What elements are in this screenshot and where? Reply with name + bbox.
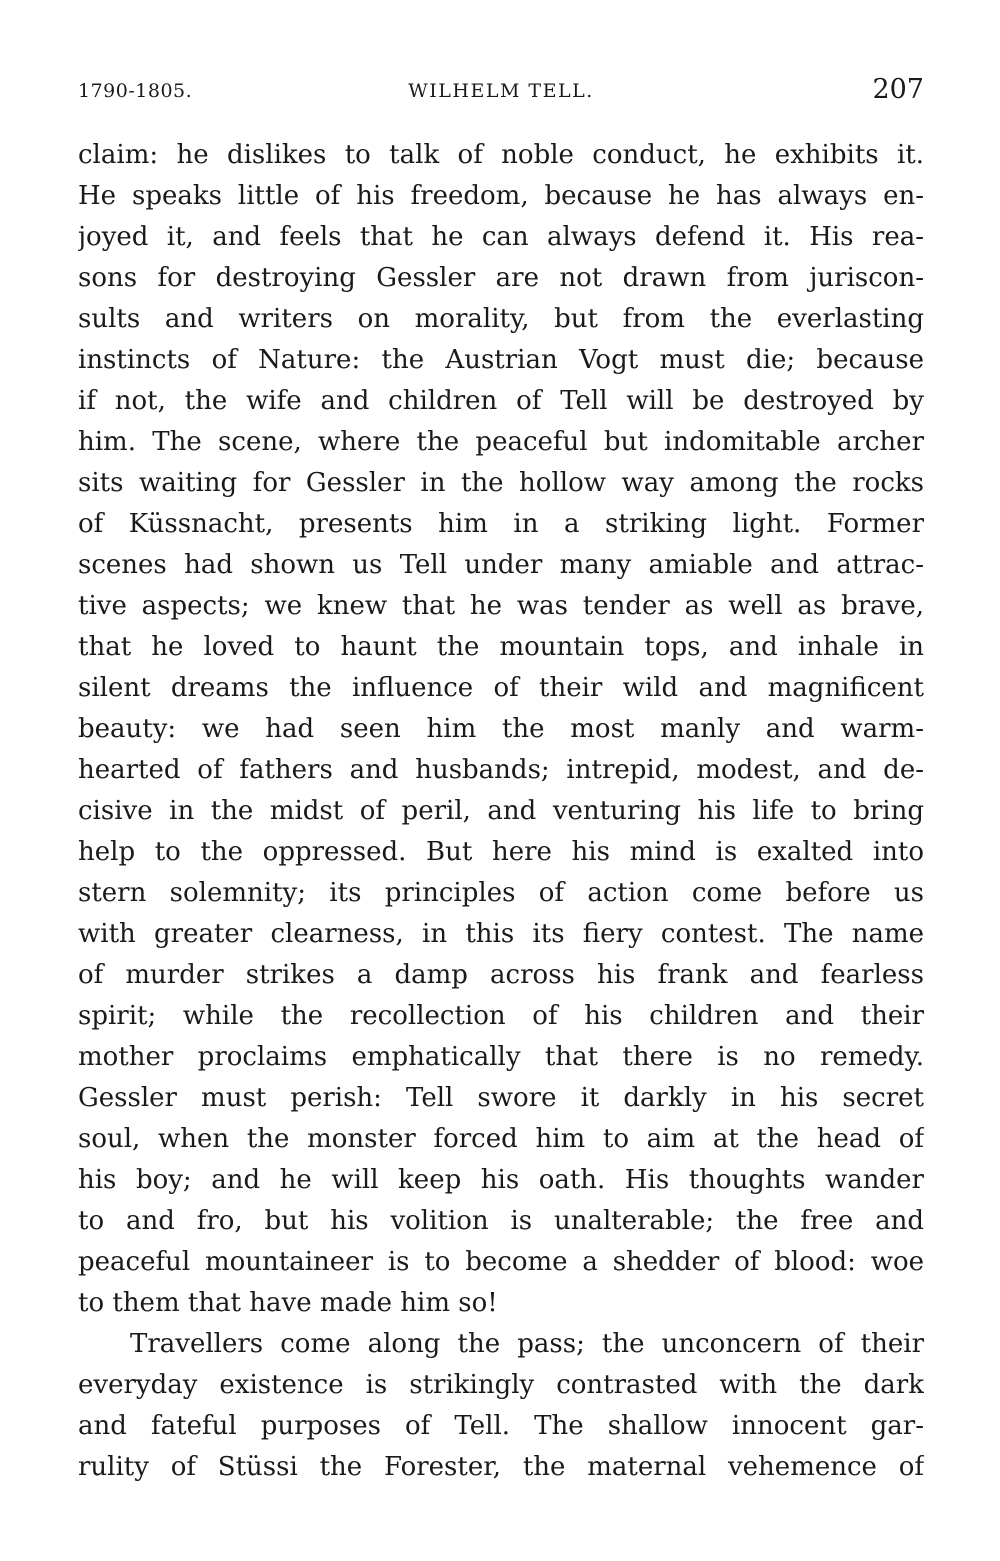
- text-line: Travellers come along the pass; the unconcern of their: [130, 1329, 924, 1359]
- running-head-years: 1790-1805.: [78, 80, 193, 102]
- text-line: mother proclaims emphatically that there is no remedy.: [78, 1042, 924, 1072]
- running-head: [78, 74, 924, 108]
- text-line: instincts of Nature: the Austrian Vogt must die; because: [78, 345, 924, 375]
- text-line: to them that have made him so!: [78, 1288, 498, 1318]
- text-line: stern solemnity; its principles of action come before us: [78, 878, 924, 908]
- page-number: 207: [872, 74, 924, 105]
- text-line: spirit; while the recollection of his children and their: [78, 1001, 924, 1031]
- running-head-title: WILHELM TELL.: [408, 80, 594, 102]
- text-line: of murder strikes a damp across his frank and fearless: [78, 960, 924, 990]
- text-line: Gessler must perish: Tell swore it darkly in his secret: [78, 1083, 924, 1113]
- text-line: rulity of Stüssi the Forester, the maternal vehemence of: [78, 1452, 924, 1482]
- text-line: cisive in the midst of peril, and venturing his life to bring: [78, 796, 924, 826]
- paragraph: [78, 135, 924, 1324]
- text-line: and fateful purposes of Tell. The shallow innocent gar-: [78, 1411, 924, 1441]
- text-line: to and fro, but his volition is unalterable; the free and: [78, 1206, 924, 1236]
- text-line: help to the oppressed. But here his mind is exalted into: [78, 837, 924, 867]
- text-line: soul, when the monster forced him to aim at the head of: [78, 1124, 924, 1154]
- text-line: his boy; and he will keep his oath. His thoughts wander: [78, 1165, 924, 1195]
- body-text: [78, 135, 924, 1488]
- text-line: beauty: we had seen him the most manly and warm-: [78, 714, 924, 744]
- text-line: with greater clearness, in this its fiery contest. The name: [78, 919, 924, 949]
- paragraph: [78, 1324, 924, 1488]
- text-line: everyday existence is strikingly contrasted with the dark: [78, 1370, 924, 1400]
- text-line: sits waiting for Gessler in the hollow way among the rocks: [78, 468, 924, 498]
- text-line: tive aspects; we knew that he was tender as well as brave,: [78, 591, 924, 621]
- text-line: if not, the wife and children of Tell will be destroyed by: [78, 386, 924, 416]
- text-line: joyed it, and feels that he can always defend it. His rea-: [78, 222, 924, 252]
- text-line: him. The scene, where the peaceful but indomitable archer: [78, 427, 924, 457]
- text-line: claim: he dislikes to talk of noble conduct, he exhibits it.: [78, 140, 924, 170]
- text-line: of Küssnacht, presents him in a striking light. Former: [78, 509, 924, 539]
- text-line: that he loved to haunt the mountain tops, and inhale in: [78, 632, 924, 662]
- text-line: sults and writers on morality, but from the everlasting: [78, 304, 924, 334]
- text-line: hearted of fathers and husbands; intrepid, modest, and de-: [78, 755, 924, 785]
- text-line: peaceful mountaineer is to become a shedder of blood: woe: [78, 1247, 924, 1277]
- text-line: scenes had shown us Tell under many amiable and attrac-: [78, 550, 924, 580]
- text-line: silent dreams the influence of their wild and magnificent: [78, 673, 924, 703]
- text-line: He speaks little of his freedom, because he has always en-: [78, 181, 924, 211]
- text-line: sons for destroying Gessler are not drawn from juriscon-: [78, 263, 924, 293]
